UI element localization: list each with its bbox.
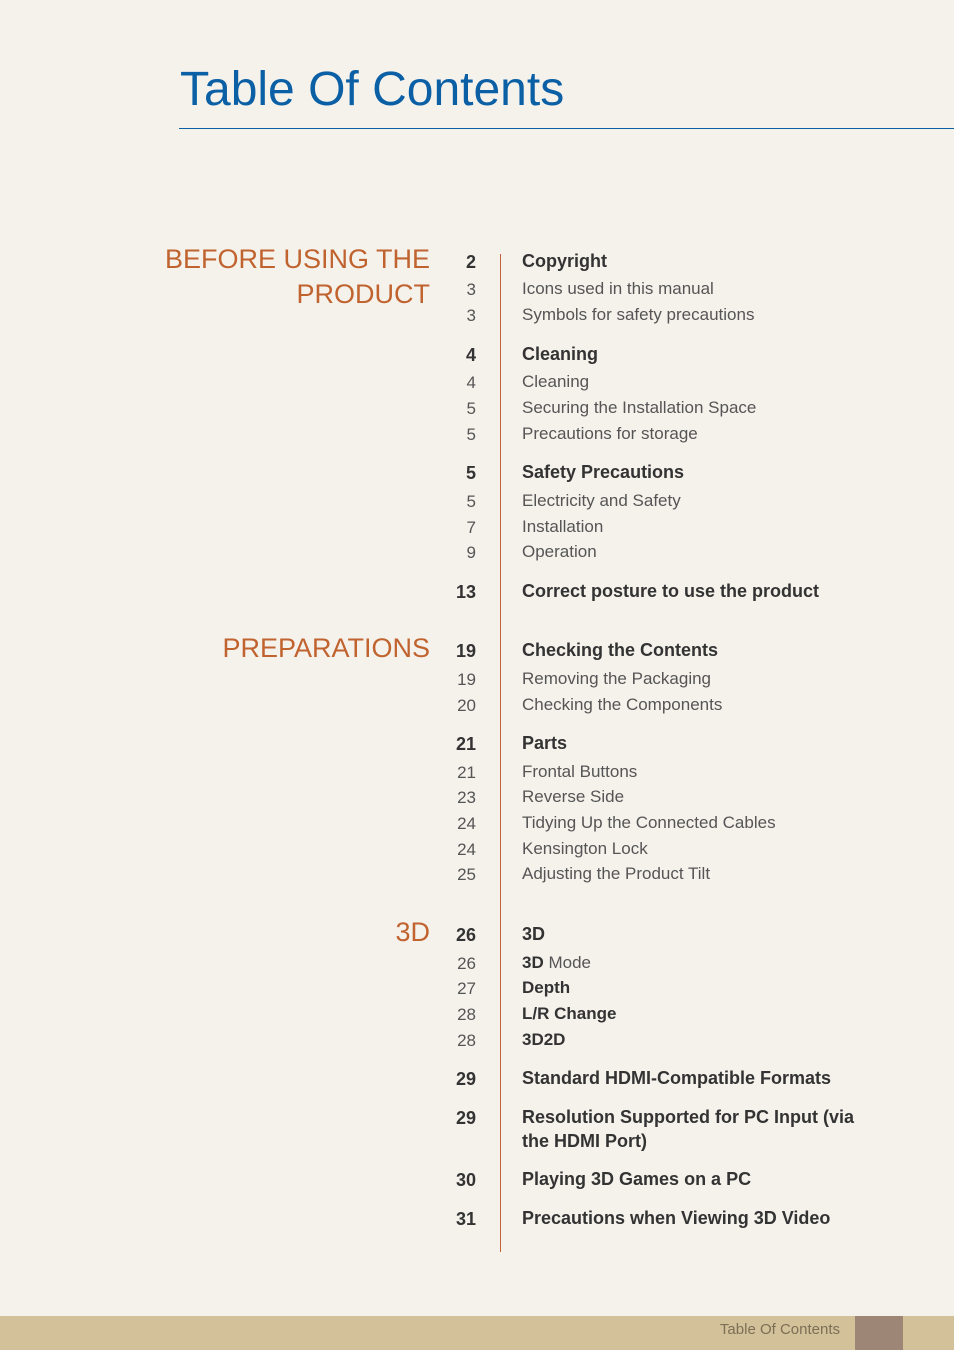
toc-page-number[interactable]: 20: [457, 696, 476, 715]
chapter-title-line: BEFORE USING THE: [164, 244, 430, 274]
toc-page-number[interactable]: 30: [455, 1170, 476, 1190]
toc-page-number[interactable]: 3: [466, 306, 476, 325]
footer-label: Table Of Contents: [719, 1321, 840, 1338]
toc-page-number[interactable]: 7: [466, 518, 476, 537]
toc-subsection-title[interactable]: Reverse Side: [522, 787, 625, 806]
toc-page-number[interactable]: 23: [457, 788, 476, 807]
toc-subsection-title[interactable]: Symbols for safety precautions: [522, 305, 755, 324]
toc-subsection-title[interactable]: Operation: [522, 542, 597, 561]
chapter-3d[interactable]: [395, 915, 430, 950]
chapter-title-line: PRODUCT: [296, 279, 430, 309]
toc-subsection-title[interactable]: Icons used in this manual: [522, 279, 714, 298]
toc-page-number[interactable]: 19: [457, 670, 476, 689]
toc-section-title[interactable]: Checking the Contents: [522, 640, 719, 660]
toc-subsection-title[interactable]: Securing the Installation Space: [522, 398, 757, 417]
toc-subsection-title[interactable]: Removing the Packaging: [522, 669, 712, 688]
toc-subsection-title[interactable]: Kensington Lock: [522, 839, 648, 858]
toc-subsection-title[interactable]: [522, 951, 882, 975]
toc-page-number[interactable]: 13: [455, 582, 476, 602]
toc-page-number[interactable]: 5: [466, 399, 476, 418]
toc-page-number[interactable]: 9: [466, 543, 476, 562]
toc-page-number[interactable]: 29: [455, 1069, 476, 1089]
toc-page-number[interactable]: 31: [455, 1209, 476, 1229]
toc-page-number[interactable]: 25: [457, 865, 476, 884]
chapter-title-line: 3D: [395, 917, 430, 947]
toc-bold-term: Depth: [522, 978, 571, 997]
toc-page-number[interactable]: 4: [465, 345, 476, 365]
toc-text: Mode: [543, 953, 591, 972]
toc-subsection-title[interactable]: Electricity and Safety: [522, 491, 681, 510]
toc-page-number[interactable]: 5: [465, 463, 476, 483]
toc-section-title[interactable]: Parts: [522, 733, 568, 753]
toc-page-number[interactable]: 26: [457, 954, 476, 973]
page-title: Table Of Contents: [180, 63, 565, 116]
toc-page-number[interactable]: 21: [455, 734, 476, 754]
toc-subsection-title[interactable]: Checking the Components: [522, 695, 723, 714]
toc-bold-term: 3D: [522, 953, 544, 972]
toc-bold-term: 3D2D: [522, 1030, 566, 1049]
toc-page-number[interactable]: 5: [466, 425, 476, 444]
toc-page-number[interactable]: 19: [455, 641, 476, 661]
toc-page-number[interactable]: 28: [457, 1005, 476, 1024]
toc-subsection-title[interactable]: [522, 976, 882, 1000]
chapter-preparations[interactable]: [222, 631, 430, 666]
toc-section-title[interactable]: 3D: [522, 924, 546, 944]
chapter-before-using[interactable]: [165, 242, 430, 312]
toc-page-number[interactable]: 29: [455, 1108, 476, 1128]
toc-page-number[interactable]: 26: [455, 925, 476, 945]
toc-divider-line: [500, 254, 501, 1252]
toc-page-number[interactable]: 4: [466, 373, 476, 392]
toc-section-title[interactable]: Standard HDMI-Compatible Formats: [522, 1068, 832, 1088]
toc-subsection-title[interactable]: Tidying Up the Connected Cables: [522, 813, 776, 832]
toc-bold-term: L/R Change: [522, 1004, 617, 1023]
toc-page-number[interactable]: 24: [457, 840, 476, 859]
toc-subsection-title[interactable]: Frontal Buttons: [522, 762, 638, 781]
toc-subsection-title[interactable]: Cleaning: [522, 372, 590, 391]
footer-bar: [0, 1316, 954, 1350]
toc-subsection-title[interactable]: Adjusting the Product Tilt: [522, 864, 711, 883]
toc-page-number[interactable]: 21: [457, 763, 476, 782]
toc-section-title[interactable]: Precautions when Viewing 3D Video: [522, 1208, 831, 1228]
chapter-title-line: PREPARATIONS: [222, 633, 430, 663]
page-number-box: [855, 1316, 903, 1350]
toc-page-number[interactable]: 3: [466, 280, 476, 299]
toc-section-title[interactable]: Copyright: [522, 251, 607, 271]
toc-page-number[interactable]: 27: [457, 979, 476, 998]
toc-section-title[interactable]: Safety Precautions: [522, 462, 685, 482]
toc-page-number[interactable]: 5: [466, 492, 476, 511]
toc-section-title[interactable]: Cleaning: [522, 344, 599, 364]
toc-subsection-title[interactable]: [522, 1002, 882, 1026]
toc-section-title[interactable]: Resolution Supported for PC Input (via the HDMI Port): [522, 1107, 854, 1151]
toc-page-number[interactable]: 2: [465, 252, 476, 272]
toc-subsection-title[interactable]: Precautions for storage: [522, 424, 698, 443]
toc-page-number[interactable]: 28: [457, 1031, 476, 1050]
toc-section-title[interactable]: Playing 3D Games on a PC: [522, 1169, 752, 1189]
toc-section-title[interactable]: Correct posture to use the product: [522, 581, 820, 601]
title-divider: [179, 128, 954, 129]
toc-subsection-title[interactable]: Installation: [522, 517, 604, 536]
toc-subsection-title[interactable]: [522, 1028, 882, 1052]
toc-page-number[interactable]: 24: [457, 814, 476, 833]
